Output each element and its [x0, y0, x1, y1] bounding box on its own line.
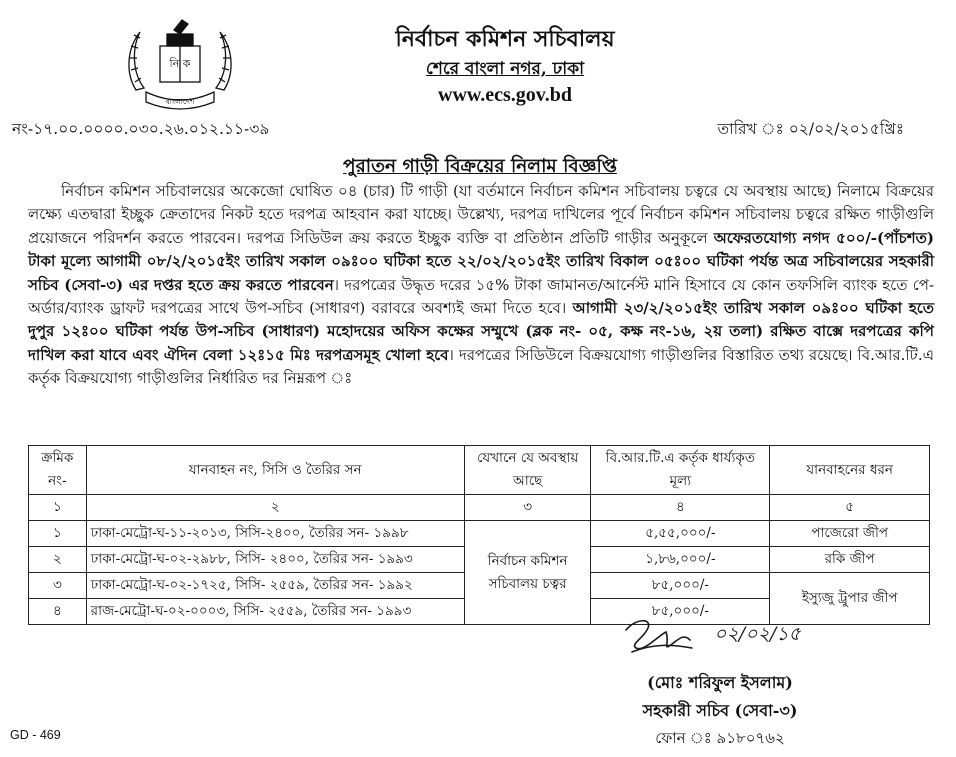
election-commission-seal: [122, 16, 238, 112]
organization-website: www.ecs.gov.bd: [438, 84, 572, 106]
column-number: ৫: [770, 495, 930, 521]
row-type-merged: ইস্যুজু ট্রুপার জীপ: [770, 573, 930, 625]
header-location: যেখানে যে অবস্থায় আছে: [464, 446, 591, 495]
column-number: ২: [86, 495, 464, 521]
signatory-designation: সহকারী সচিব (সেবা-৩): [642, 701, 798, 720]
row-price: ৮৫,০০০/-: [591, 599, 770, 625]
signature-date: ০২/০২/১৫: [714, 623, 801, 645]
notice-paragraph: [28, 180, 934, 391]
body-sentence-1: নির্বাচন কমিশন সচিবালয়ের অকেজো ঘোষিত ০৪ (চার) টি গাড়ী (যা বর্তমানে নির্বাচন কমিশন সচিবালয় চত্বরে যে অবস্থায় আছে) নিলামে বিক্রয়ের লক্ষ্যে এতদ্বারা ইচ্ছুক ক্রেতাদের নিকট হতে দরপত্র আহবান করা যাচ্ছে। উল্লেখ্য, দরপত্র দাখিলের পূর্বে নির্বাচন কমিশন সচিবালয় চত্বরে রক্ষিত গাড়ীগুলি প্রয়োজনে পরিদর্শন করতে পারবেন। দরপত্র সিডিউল ক্রয় করতে ইচ্ছুক ব্যক্তি বা প্রতিষ্ঠান প্রতিটি গাড়ীর অনুকূলে: [28, 182, 934, 247]
signatory-name: (মোঃ শরিফুল ইসলাম): [647, 673, 793, 692]
row-serial: ৪: [29, 599, 87, 625]
row-price: ৮৫,০০০/-: [591, 573, 770, 599]
header-price: বি.আর.টি.এ কর্তৃক ধার্য্যকৃত মূল্য: [591, 446, 770, 495]
row-price: ৫,৫৫,০০০/-: [591, 521, 770, 547]
table-row: [29, 521, 930, 547]
column-number: ৩: [464, 495, 591, 521]
memo-number: নং-১৭.০০.০০০০.০৩০.২৬.০১২.১১-৩৯: [12, 120, 270, 138]
organization-name: নির্বাচন কমিশন সচিবালয়: [395, 26, 615, 52]
header-vehicle: যানবাহন নং, সিসি ও তৈরির সন: [86, 446, 464, 495]
body-sentence-3: । দরপত্রের সিডিউলে বিক্রয়যোগ্য গাড়ীগুলির বিস্তারিত তথ্য রয়েছে। বি.আর.টি.এ কর্তৃক বিক্রয়যোগ্য গাড়ীগুলির নির্ধারিত দর নিম্নরূপ ঃ: [28, 345, 934, 388]
row-serial: ১: [29, 521, 87, 547]
table-header-row: [29, 446, 930, 495]
header-type: যানবাহনের ধরন: [770, 446, 930, 495]
gd-code: GD - 469: [10, 728, 61, 742]
row-serial: ৩: [29, 573, 87, 599]
memo-date: তারিখ ঃ ০২/০২/২০১৫খ্রিঃ: [717, 120, 904, 138]
seal-letters: নি ক: [169, 57, 191, 70]
row-vehicle: ঢাকা-মেট্রো-ঘ-১১-২০১৩, সিসি-২৪০০, তৈরির সন- ১৯৯৮: [86, 521, 464, 547]
row-location-merged: নির্বাচন কমিশন সচিবালয় চত্বর: [464, 521, 591, 625]
row-serial: ২: [29, 547, 87, 573]
row-type: রকি জীপ: [770, 547, 930, 573]
row-price: ১,৮৬,০০০/-: [591, 547, 770, 573]
column-number: ১: [29, 495, 87, 521]
table-column-number-row: [29, 495, 930, 521]
body-bold-schedule-purchase: অফেরতযোগ্য নগদ ৫০০/-(পাঁচশত) টাকা মূল্যে আগামী ০৮/২/২০১৫ইং তারিখ সকাল ০৯ঃ০০ ঘটিকা হতে ২২/০২/২০১৫ইং তারিখ বিকাল ০৫ঃ০০ ঘটিকা পর্যন্ত অত্র সচিবালয়ের সহকারী সচিব (সেবা-৩) এর দপ্তর হতে ক্রয় করতে পারবেন: [28, 228, 934, 294]
row-vehicle: ঢাকা-মেট্রো-ঘ-০২-১৭২৫, সিসি- ২৫৫৯, তৈরির সন- ১৯৯২: [86, 573, 464, 599]
notice-body: [28, 180, 934, 391]
column-number: ৪: [591, 495, 770, 521]
notice-title: পুরাতন গাড়ী বিক্রয়ের নিলাম বিজ্ঞপ্তি: [343, 156, 617, 177]
organization-address: শেরে বাংলা নগর, ঢাকা: [425, 59, 585, 79]
row-type: পাজেরো জীপ: [770, 521, 930, 547]
row-vehicle: রাজ-মেট্রো-ঘ-০২-০০০৩, সিসি- ২৫৫৯, তৈরির সন- ১৯৯৩: [86, 599, 464, 625]
notice-title-wrap: [200, 152, 760, 183]
body-bold-submission-opening: আগামী ২৩/২/২০১৫ইং তারিখ সকাল ০৯ঃ০০ ঘটিকা হতে দুপুর ১২ঃ০০ ঘটিকা পর্যন্ত উপ-সচিব (সাধারণ) মহোদয়ের অফিস কক্ষের সম্মুখে (ব্লক নং- ০৫, কক্ষ নং-১৬, ২য় তলা) রক্ষিত বাক্সে দরপত্রের কপি দাখিল করা যাবে এবং ঐদিন বেলা ১২ঃ১৫ মিঃ দরপত্রসমূহ খোলা হবে: [28, 299, 935, 364]
signatory-phone: ফোন ঃ ৯১৮০৭৬২: [655, 729, 785, 747]
body-sentence-2: । দরপত্রের উদ্ধৃত দরের ১৫% টাকা জামানত/আর্নেস্ট মানি হিসাবে যে কোন তফসিলি ব্যাংক হতে পে-অর্ডার/ব্যাংক ড্রাফট দরপত্রের সাথে উপ-সচিব (সাধারণ) বরাবরে অবশ্যই জমা দিতে হবে।: [28, 275, 934, 318]
organization-address-wrap: [290, 56, 720, 84]
vehicle-price-table: [28, 445, 930, 625]
handwritten-signature: [622, 614, 852, 672]
row-vehicle: ঢাকা-মেট্রো-ঘ-০২-২৯৮৮, সিসি- ২৪০০, তৈরির সন- ১৯৯৩: [86, 547, 464, 573]
header-serial: ক্রমিক নং-: [29, 446, 87, 495]
seal-text: বাংলাদেশ: [165, 97, 195, 106]
